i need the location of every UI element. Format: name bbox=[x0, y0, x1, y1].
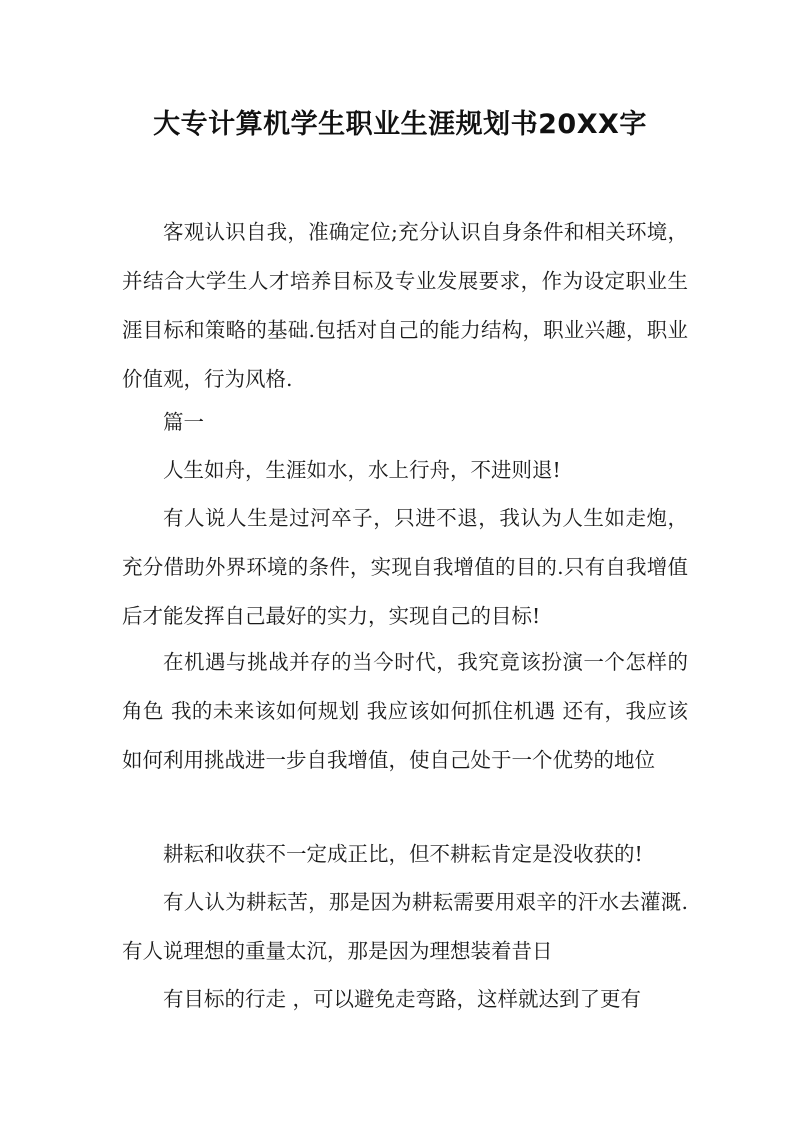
paragraph-self-awareness: 客观认识自我，准确定位;充分认识自身条件和相关环境，并结合大学生人才培养目标及专业发展要求，作为设定职业生涯目标和策略的基础.包括对自己的能力结构，职业兴趣，职业价值观，行为风格. bbox=[122, 220, 688, 391]
paragraph-life-boat: 人生如舟，生涯如水，水上行舟，不进则退! bbox=[163, 458, 561, 482]
paragraph-chess-piece: 有人说人生是过河卒子，只进不退，我认为人生如走炮，充分借助外界环境的条件，实现自我增值的目的.只有自我增值后才能发挥自己最好的实力，实现自己的目标! bbox=[122, 506, 688, 628]
paragraph-cultivation: 耕耘和收获不一定成正比，但不耕耘肯定是没收获的! bbox=[163, 842, 643, 866]
paragraph-goal: 有目标的行走 ，可以避免走弯路，这样就达到了更有 bbox=[163, 987, 642, 1011]
paragraph-opportunity: 在机遇与挑战并存的当今时代，我究竟该扮演一个怎样的角色 我的未来该如何规划 我应该如何抓住机遇 还有，我应该如何利用挑战进一步自我增值，使自己处于一个优势的地位 bbox=[122, 650, 688, 772]
document-title: 大专计算机学生职业生涯规划书20XX字 bbox=[153, 109, 647, 140]
paragraph-hardship: 有人认为耕耘苦，那是因为耕耘需要用艰辛的汗水去灌溉.有人说理想的重量太沉，那是因为理想装着昔日 bbox=[122, 890, 688, 963]
paragraph-section-label: 篇一 bbox=[163, 410, 204, 434]
